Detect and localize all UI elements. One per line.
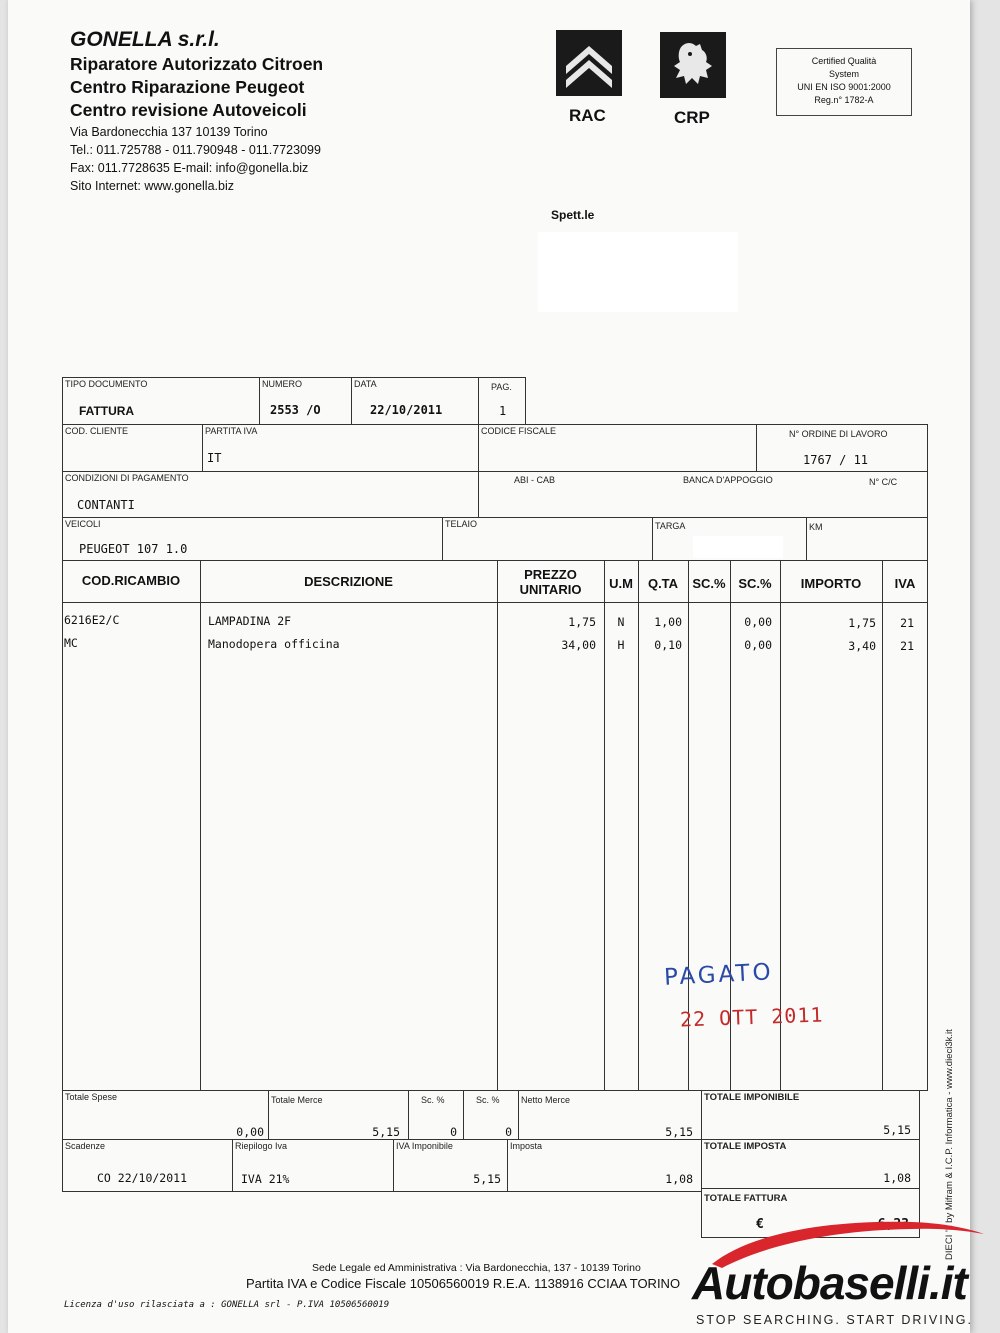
banca-cell — [478, 471, 928, 518]
partita-iva-label: PARTITA IVA — [205, 426, 258, 436]
sconto-1-label: Sc. % — [421, 1095, 445, 1105]
data-cell — [351, 377, 479, 425]
numero-value: 2553 /O — [270, 403, 321, 417]
totale-merce-label: Totale Merce — [271, 1095, 323, 1105]
header-prezzo: PREZZO — [524, 567, 577, 582]
conto-corrente-label: N° C/C — [869, 477, 898, 487]
items-header-divider — [62, 602, 928, 603]
sconto-2-label: Sc. % — [476, 1095, 500, 1105]
numero-label: NUMERO — [262, 379, 302, 389]
cert-line-1: Certified Qualità — [811, 56, 877, 66]
row-2-cod: MC — [64, 636, 78, 650]
iva-imponibile-value: 5,15 — [473, 1172, 501, 1186]
pag-value: 1 — [499, 404, 507, 418]
telaio-cell — [442, 517, 653, 561]
header-unitario: UNITARIO — [519, 582, 582, 597]
header-sconto-1: SC.% — [692, 576, 726, 591]
tipo-documento-value: FATTURA — [79, 404, 135, 418]
totale-merce-value: 5,15 — [372, 1125, 400, 1139]
recipient-label: Spett.le — [551, 208, 595, 222]
row-2-prezzo: 34,00 — [561, 638, 596, 652]
scadenze-cell — [62, 1139, 233, 1192]
header-qta: Q.TA — [647, 576, 679, 591]
col-divider — [604, 560, 605, 1091]
row-2-iva: 21 — [900, 639, 914, 653]
riepilogo-iva-label: Riepilogo Iva — [235, 1141, 288, 1151]
col-divider — [200, 560, 201, 1091]
netto-merce-cell — [518, 1090, 702, 1140]
iva-imponibile-label: IVA Imponibile — [396, 1141, 453, 1151]
netto-merce-value: 5,15 — [665, 1125, 693, 1139]
redacted-targa — [693, 536, 783, 558]
cod-cliente-cell — [62, 424, 203, 472]
sconto-1-value: 0 — [450, 1125, 457, 1139]
netto-merce-label: Netto Merce — [521, 1095, 571, 1105]
partita-iva-value: IT — [207, 451, 222, 465]
row-2-importo: 3,40 — [848, 639, 876, 653]
scadenze-label: Scadenze — [65, 1141, 106, 1151]
header-descrizione: DESCRIZIONE — [304, 574, 393, 589]
peugeot-lion-icon — [660, 32, 726, 98]
software-side-note: DIECI 'k by Mifram & I.C.P. Informatica - www.dieci3k.it — [944, 1029, 955, 1260]
row-2-sc2: 0,00 — [744, 638, 772, 652]
totale-spese-cell — [62, 1090, 269, 1140]
invoice-paper — [8, 0, 970, 1333]
cert-line-4: Reg.n° 1782-A — [814, 95, 874, 105]
currency-symbol: € — [756, 1217, 764, 1232]
paid-date-stamp: 22 OTT 2011 — [679, 1002, 824, 1032]
tipo-documento-cell — [62, 377, 260, 425]
ordine-lavoro-cell — [756, 424, 928, 472]
tipo-documento-label: TIPO DOCUMENTO — [65, 379, 148, 389]
targa-label: TARGA — [655, 521, 686, 531]
data-value: 22/10/2011 — [370, 403, 443, 417]
ordine-lavoro-value: 1767 / 11 — [803, 453, 869, 467]
row-1-desc: LAMPADINA 2F — [208, 614, 292, 628]
header-cod-ricambio: COD.RICAMBIO — [81, 573, 181, 588]
footer-licenza: Licenza d'uso rilasciata a : GONELLA srl - P.IVA 10506560019 — [64, 1300, 390, 1310]
company-fax: Fax: 011.7728635 E-mail: info@gonella.biz — [70, 161, 309, 175]
header-sconto-2: SC.% — [738, 576, 772, 591]
ordine-lavoro-label: N° ORDINE DI LAVORO — [789, 429, 888, 439]
watermark-tagline: STOP SEARCHING. START DRIVING. — [696, 1313, 973, 1327]
footer-sede-legale: Sede Legale ed Amministrativa : Via Bardonecchia, 137 - 10139 Torino — [312, 1262, 641, 1274]
cod-cliente-label: COD. CLIENTE — [65, 426, 129, 436]
row-2-qta: 0,10 — [654, 638, 682, 652]
col-divider — [638, 560, 639, 1091]
imposta-cell — [507, 1139, 702, 1192]
cert-line-3: UNI EN ISO 9001:2000 — [797, 82, 891, 92]
company-name: GONELLA s.r.l. — [70, 28, 220, 51]
company-address: Via Bardonecchia 137 10139 Torino — [70, 125, 268, 139]
condizioni-pagamento-label: CONDIZIONI DI PAGAMENTO — [65, 473, 189, 483]
row-1-iva: 21 — [900, 616, 914, 630]
autobaselli-watermark — [692, 1212, 992, 1333]
data-label: DATA — [354, 379, 377, 389]
sconto-2-cell — [463, 1090, 519, 1140]
totale-imposta-value: 1,08 — [883, 1171, 911, 1185]
veicolo-value: PEUGEOT 107 1.0 — [79, 542, 188, 556]
row-1-qta: 1,00 — [654, 615, 682, 629]
banca-appoggio-label: BANCA D'APPOGGIO — [683, 475, 773, 485]
sconto-2-value: 0 — [505, 1125, 512, 1139]
company-line-1: Riparatore Autorizzato Citroen — [70, 54, 324, 74]
row-1-prezzo: 1,75 — [568, 615, 596, 629]
footer-partita-iva: Partita IVA e Codice Fiscale 10506560019 R.E.A. 1138916 CCIAA TORINO — [246, 1276, 681, 1291]
totale-imponibile-label: TOTALE IMPONIBILE — [704, 1092, 800, 1103]
header-importo: IMPORTO — [800, 576, 862, 591]
row-2-desc: Manodopera officina — [208, 637, 340, 651]
km-label: KM — [809, 522, 823, 532]
totale-imponibile-cell — [701, 1090, 920, 1140]
riepilogo-iva-cell — [232, 1139, 394, 1192]
crp-label: CRP — [674, 108, 710, 127]
codice-fiscale-cell — [478, 424, 757, 472]
partita-iva-cell — [202, 424, 479, 472]
row-1-um: N — [617, 615, 625, 629]
sconto-1-cell — [408, 1090, 464, 1140]
company-tel: Tel.: 011.725788 - 011.790948 - 011.7723099 — [70, 143, 321, 157]
scadenze-value: CO 22/10/2011 — [97, 1171, 188, 1185]
pagato-stamp: PAGATO — [663, 959, 775, 991]
targa-cell — [652, 517, 807, 561]
totale-imponibile-value: 5,15 — [883, 1123, 911, 1137]
certification-box — [776, 48, 912, 116]
totale-spese-label: Totale Spese — [65, 1092, 118, 1102]
row-2-um: H — [617, 638, 625, 652]
citroen-chevrons-icon — [556, 30, 622, 96]
pag-cell — [478, 377, 526, 425]
condizioni-pagamento-value: CONTANTI — [77, 498, 135, 512]
rac-label: RAC — [569, 106, 606, 125]
abi-cab-label: ABI - CAB — [514, 475, 556, 485]
company-line-3: Centro revisione Autoveicoli — [70, 100, 307, 120]
cert-line-2: System — [828, 69, 859, 79]
header-um: U.M — [609, 576, 633, 591]
company-site: Sito Internet: www.gonella.biz — [70, 179, 234, 193]
company-line-2: Centro Riparazione Peugeot — [70, 77, 305, 97]
veicoli-cell — [62, 517, 443, 561]
row-1-cod: 6216E2/C — [64, 613, 120, 627]
redacted-recipient — [538, 232, 738, 312]
telaio-label: TELAIO — [445, 519, 478, 529]
veicoli-label: VEICOLI — [65, 519, 101, 529]
condizioni-pagamento-cell — [62, 471, 479, 518]
totale-imposta-cell — [701, 1139, 920, 1189]
imposta-value: 1,08 — [665, 1172, 693, 1186]
km-cell — [806, 517, 928, 561]
totale-merce-cell — [268, 1090, 409, 1140]
totale-spese-value: 0,00 — [236, 1125, 264, 1139]
header-iva: IVA — [894, 576, 916, 591]
row-1-sc2: 0,00 — [744, 615, 772, 629]
numero-cell — [259, 377, 352, 425]
totale-fattura-label: TOTALE FATTURA — [704, 1193, 788, 1204]
imposta-label: Imposta — [510, 1141, 543, 1151]
codice-fiscale-label: CODICE FISCALE — [481, 426, 557, 436]
row-1-importo: 1,75 — [848, 616, 876, 630]
riepilogo-iva-value: IVA 21% — [241, 1172, 290, 1186]
col-divider — [497, 560, 498, 1091]
totale-imposta-label: TOTALE IMPOSTA — [704, 1141, 787, 1152]
watermark-brand: Autobaselli.it — [692, 1257, 967, 1309]
pag-label: PAG. — [491, 382, 512, 392]
iva-imponibile-cell — [393, 1139, 508, 1192]
col-divider — [882, 560, 883, 1091]
